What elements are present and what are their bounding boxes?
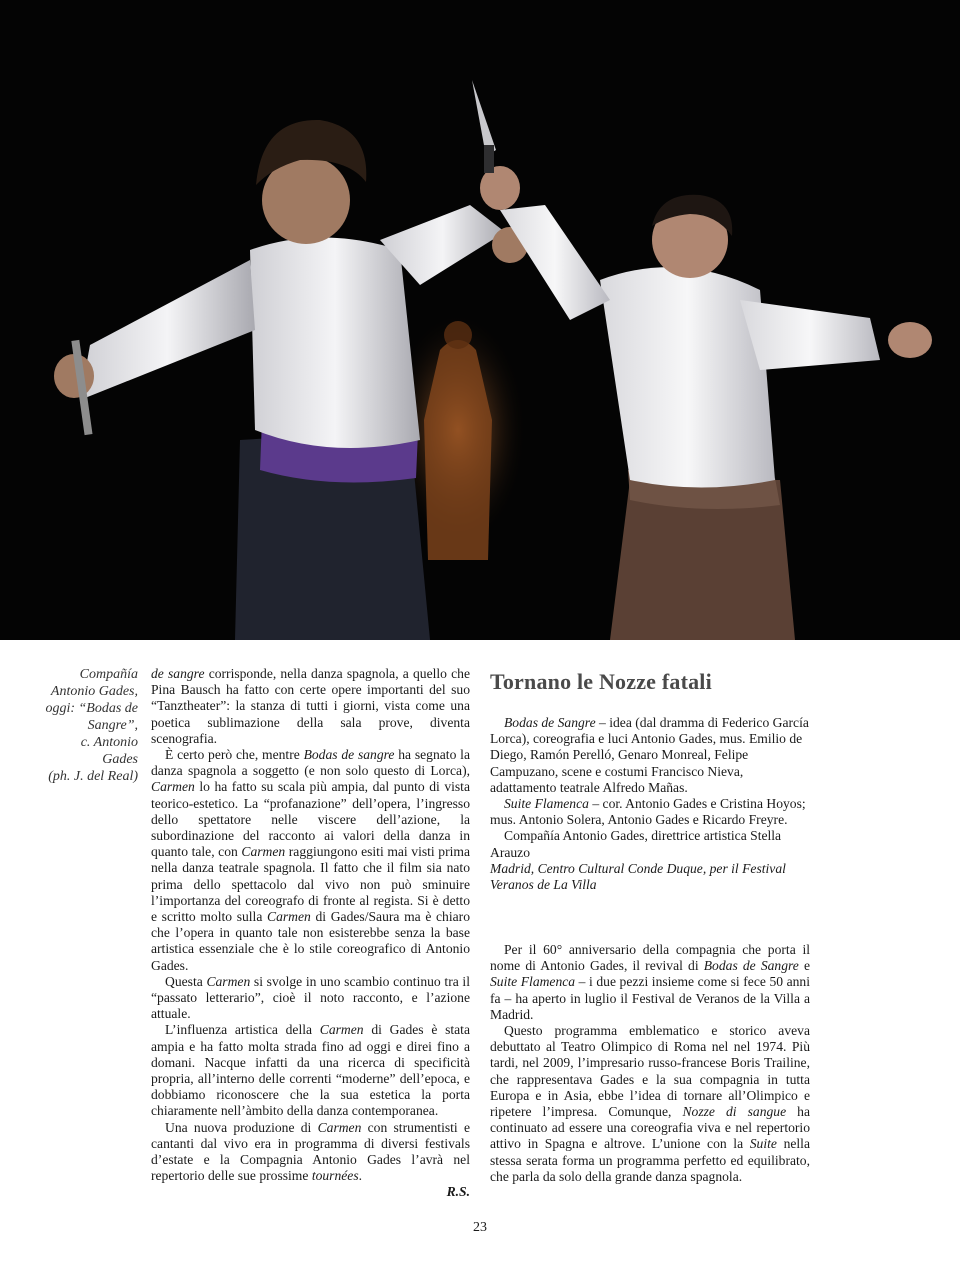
paragraph-text: corrisponde, nella danza spagnola, a quello che Pina Bausch ha fatto con certe opere importanti del suo “Tanztheater”: la stanza di tutti i giorni, vista come una poetica sublimazione della sala prove, diventa scenografia. (151, 666, 470, 746)
credit-line: Compañía Antonio Gades, direttrice artistica Stella Arauzo (490, 828, 782, 860)
caption-line: Gades (102, 752, 138, 767)
article-headline: Tornano le Nozze fatali (490, 669, 712, 694)
venue-line (490, 861, 810, 893)
paragraph-text: ha continuato ad essere una coreografia viva e nel repertorio attivo in Spagna e altrove. L’unione con la (490, 1104, 811, 1152)
page-number: 23 (473, 1220, 487, 1235)
caption-line: Antonio Gades, (50, 684, 138, 699)
paragraph-text: lo ha fatto su scala più ampia, dal punto di vista teorico-estetico. La “profanazione” dell’opera, l’ingresso dello spettatore nelle viscere dell’azione, la subordinazione del racconto ai valori della danza in quanto tale, con (151, 779, 470, 860)
paragraph-text: Questa (165, 973, 207, 989)
italic-title: Suite Flamenca (504, 796, 589, 812)
credit-text: – idea (dal dramma di Federico García Lorca), coreografia e luci Antonio Gades, mus. Emilio de Diego, Ramón Perelló, Genaro Monreal, Felipe Campuzano, scene e costumi Francisco Nieva, adattamento teatrale Alfredo Mañas. (490, 715, 809, 795)
italic-title: Bodas de Sangre (504, 715, 596, 730)
article-column-left (151, 666, 470, 1185)
italic-title: Carmen (206, 973, 251, 989)
caption-line: (ph. J. del Real) (48, 769, 138, 784)
paragraph-text: con strumentisti e cantanti dal vivo era in programma di diversi festivals d’estate e la Compagnia Antonio Gades l’avrà nel repertorio delle sue prossime (151, 1119, 470, 1184)
italic-title: Bodas de Sangre (703, 958, 799, 974)
paragraph-text: ha segnato la danza spagnola a soggetto (e non solo questo di Lorca), (151, 747, 470, 779)
paragraph (490, 1023, 810, 1185)
italic-title: Nozze di sangue (682, 1104, 787, 1120)
italic-title: Carmen (241, 844, 286, 860)
paragraph (151, 747, 470, 974)
paragraph (151, 666, 470, 747)
paragraph-text: di Gades è stata ampia e ha fatto molta strada fino ad oggi e direi fino a domani. Nacque infatti da una ricerca di specificità propria, all’interno delle correnti “moderne” dell’epoca, e dobbiamo riconoscere che la sua estetica la porta chiaramente nell’àmbito della danza contemporanea. (151, 1022, 470, 1119)
caption-line: Compañía (79, 667, 138, 682)
paragraph (151, 1120, 470, 1185)
paragraph-text: nella stessa serata forma un programma perfetto ed equilibrato, che parla da solo della grande danza spagnola. (490, 1136, 810, 1184)
italic-title: Carmen (151, 779, 195, 795)
venue-text: Madrid, Centro Cultural Conde Duque, per il Festival Veranos de La Villa (490, 860, 786, 893)
article-column-right (490, 942, 810, 1185)
italic-title: Bodas de sangre (303, 747, 395, 763)
caption-line: c. Antonio (80, 735, 138, 750)
paragraph-text: – i due pezzi insieme come si fece 50 anni fa – ha aperto in luglio il Festival de Veranos de la Villa a Madrid. (490, 974, 810, 1022)
paragraph-text: si svolge in uno scambio continuo tra il “passato letterario”, cioè il noto racconto, e l’azione attuale. (151, 973, 470, 1022)
production-credits (490, 715, 810, 893)
paragraph-text: È certo però che, mentre (165, 747, 304, 763)
italic-title: Suite (749, 1136, 777, 1152)
italic-title: Carmen (317, 1119, 362, 1135)
paragraph (490, 942, 810, 1023)
author-signature: R.S. (446, 1184, 470, 1199)
italic-title: Carmen (319, 1022, 364, 1038)
italic-title: de sangre (151, 666, 205, 681)
paragraph-text: di Gades/Saura ma è chiaro che l’opera in quanto tale non esisterebbe senza la base artistica essenziale che è lo stile coreografico di Antonio Gades. (151, 909, 470, 973)
italic-title: Suite Flamenca (490, 974, 576, 990)
paragraph (151, 974, 470, 1023)
paragraph-text: . (358, 1168, 363, 1184)
caption-line: oggi: “Bodas de (45, 701, 138, 716)
paragraph (151, 1022, 470, 1119)
credit-line (490, 715, 810, 796)
photo-caption (40, 666, 138, 785)
caption-line: Sangre”, (87, 718, 138, 733)
paragraph-text: Per il 60° anniversario della compagnia che porta il nome di Antonio Gades, il revival di (490, 942, 810, 974)
credit-line (490, 796, 810, 828)
paragraph-text: L’influenza artistica della (165, 1022, 320, 1038)
italic-title: tournées (311, 1168, 359, 1184)
credit-text: – cor. Antonio Gades e Cristina Hoyos; mus. Antonio Solera, Antonio Gades e Ricardo Freyre. (490, 796, 806, 828)
italic-title: Carmen (267, 909, 311, 925)
paragraph-text: raggiungono esiti mai visti prima nella danza teatrale spagnola. Il fatto che il film sia nato prima dello spettacolo dal vivo non può sminuire l’importanza del coreografo di fronte al regista. Si è detto e scritto molto sulla (151, 844, 470, 925)
paragraph-text: Una nuova produzione di (165, 1119, 318, 1135)
paragraph-text: e (798, 958, 811, 974)
paragraph-text: Questo programma emblematico e storico aveva debuttato al Teatro Olimpico di Roma nel nel 1974. Più tardi, nel 2009, l’impresario russo-francese Boris Trailine, che rappresentava Gades e la sua compagnia in tutta Europa e in Asia, ebbe l’idea di tornare all’Olimpico e ripetere l’impresa. Comunque, (490, 1023, 810, 1120)
